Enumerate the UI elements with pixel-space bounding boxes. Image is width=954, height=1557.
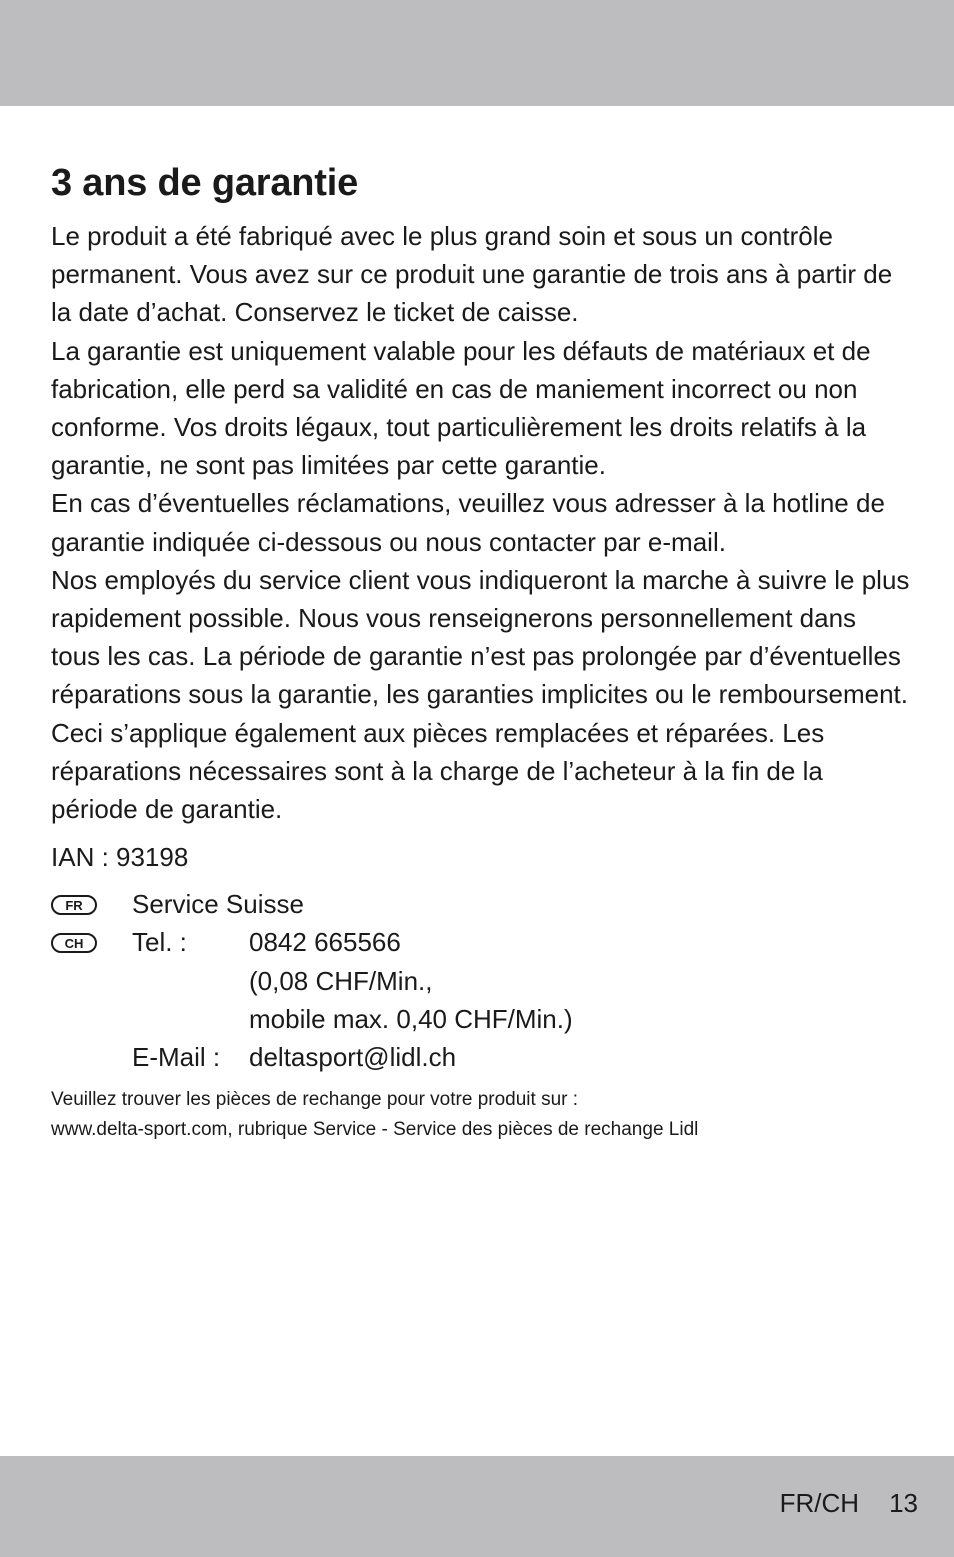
warranty-text — [51, 217, 911, 828]
paragraph-2: La garantie est uniquement valable pour les défauts de matériaux et de fabrication, elle perd sa validité en cas de maniement incorrect ou non conforme. Vos droits légaux, tout particulièrement les droits relatifs à la garantie, ne sont pas limitées par cette garantie. — [51, 335, 871, 481]
page-content — [51, 160, 911, 1145]
service-contact — [51, 885, 911, 1076]
page-number: 13 — [889, 1488, 918, 1518]
tel-number: 0842 665566 — [249, 927, 401, 958]
spare-parts-line-2: www.delta-sport.com, rubrique Service - Service des pièces de rechange Lidl — [51, 1119, 699, 1141]
tel-label: Tel. : — [132, 927, 187, 958]
tel-row — [132, 923, 911, 961]
country-badges — [51, 895, 97, 971]
paragraph-1: Le produit a été fabriqué avec le plus grand soin et sous un contrôle permanent. Vous avez sur ce produit une garantie de trois ans à partir de la date d’achat. Conservez le ticket de caisse. — [51, 221, 893, 328]
paragraph-3: En cas d’éventuelles réclamations, veuillez vous adresser à la hotline de garantie indiquée ci-dessous ou nous contacter par e-mail. — [51, 488, 885, 557]
email-row — [132, 1038, 911, 1076]
service-details — [132, 885, 911, 1076]
fr-badge-icon: FR — [51, 895, 97, 915]
page-title: 3 ans de garantie — [51, 162, 359, 204]
ch-badge-icon: CH — [51, 933, 97, 953]
email-label: E-Mail : — [132, 1042, 221, 1073]
spare-parts-line-1: Veuillez trouver les pièces de rechange pour votre produit sur : — [51, 1089, 579, 1111]
footer-locale: FR/CH — [779, 1488, 860, 1518]
email-address: deltasport@lidl.ch — [249, 1042, 457, 1073]
tel-rate-row — [132, 962, 911, 1000]
tel-mobile-rate: mobile max. 0,40 CHF/Min.) — [249, 1003, 573, 1034]
tel-mobile-row — [132, 1000, 911, 1038]
tel-rate: (0,08 CHF/Min., — [249, 965, 433, 996]
header-band — [0, 0, 954, 106]
paragraph-4: Nos employés du service client vous indiqueront la marche à suivre le plus rapidement possible. Nous vous renseignerons personnellement dans tous les cas. La période de garantie n’est pas prolongée par d’éventuelles réparations sous la garantie, les garanties implicites ou le remboursement. Ceci s’applique également aux pièces remplacées et réparées. Les réparations nécessaires sont à la charge de l’acheteur à la fin de la période de garantie. — [51, 564, 910, 825]
spare-parts-note — [51, 1085, 911, 1145]
page-footer — [780, 1486, 918, 1520]
service-name: Service Suisse — [132, 889, 304, 920]
ian-number: IAN : 93198 — [51, 842, 189, 873]
